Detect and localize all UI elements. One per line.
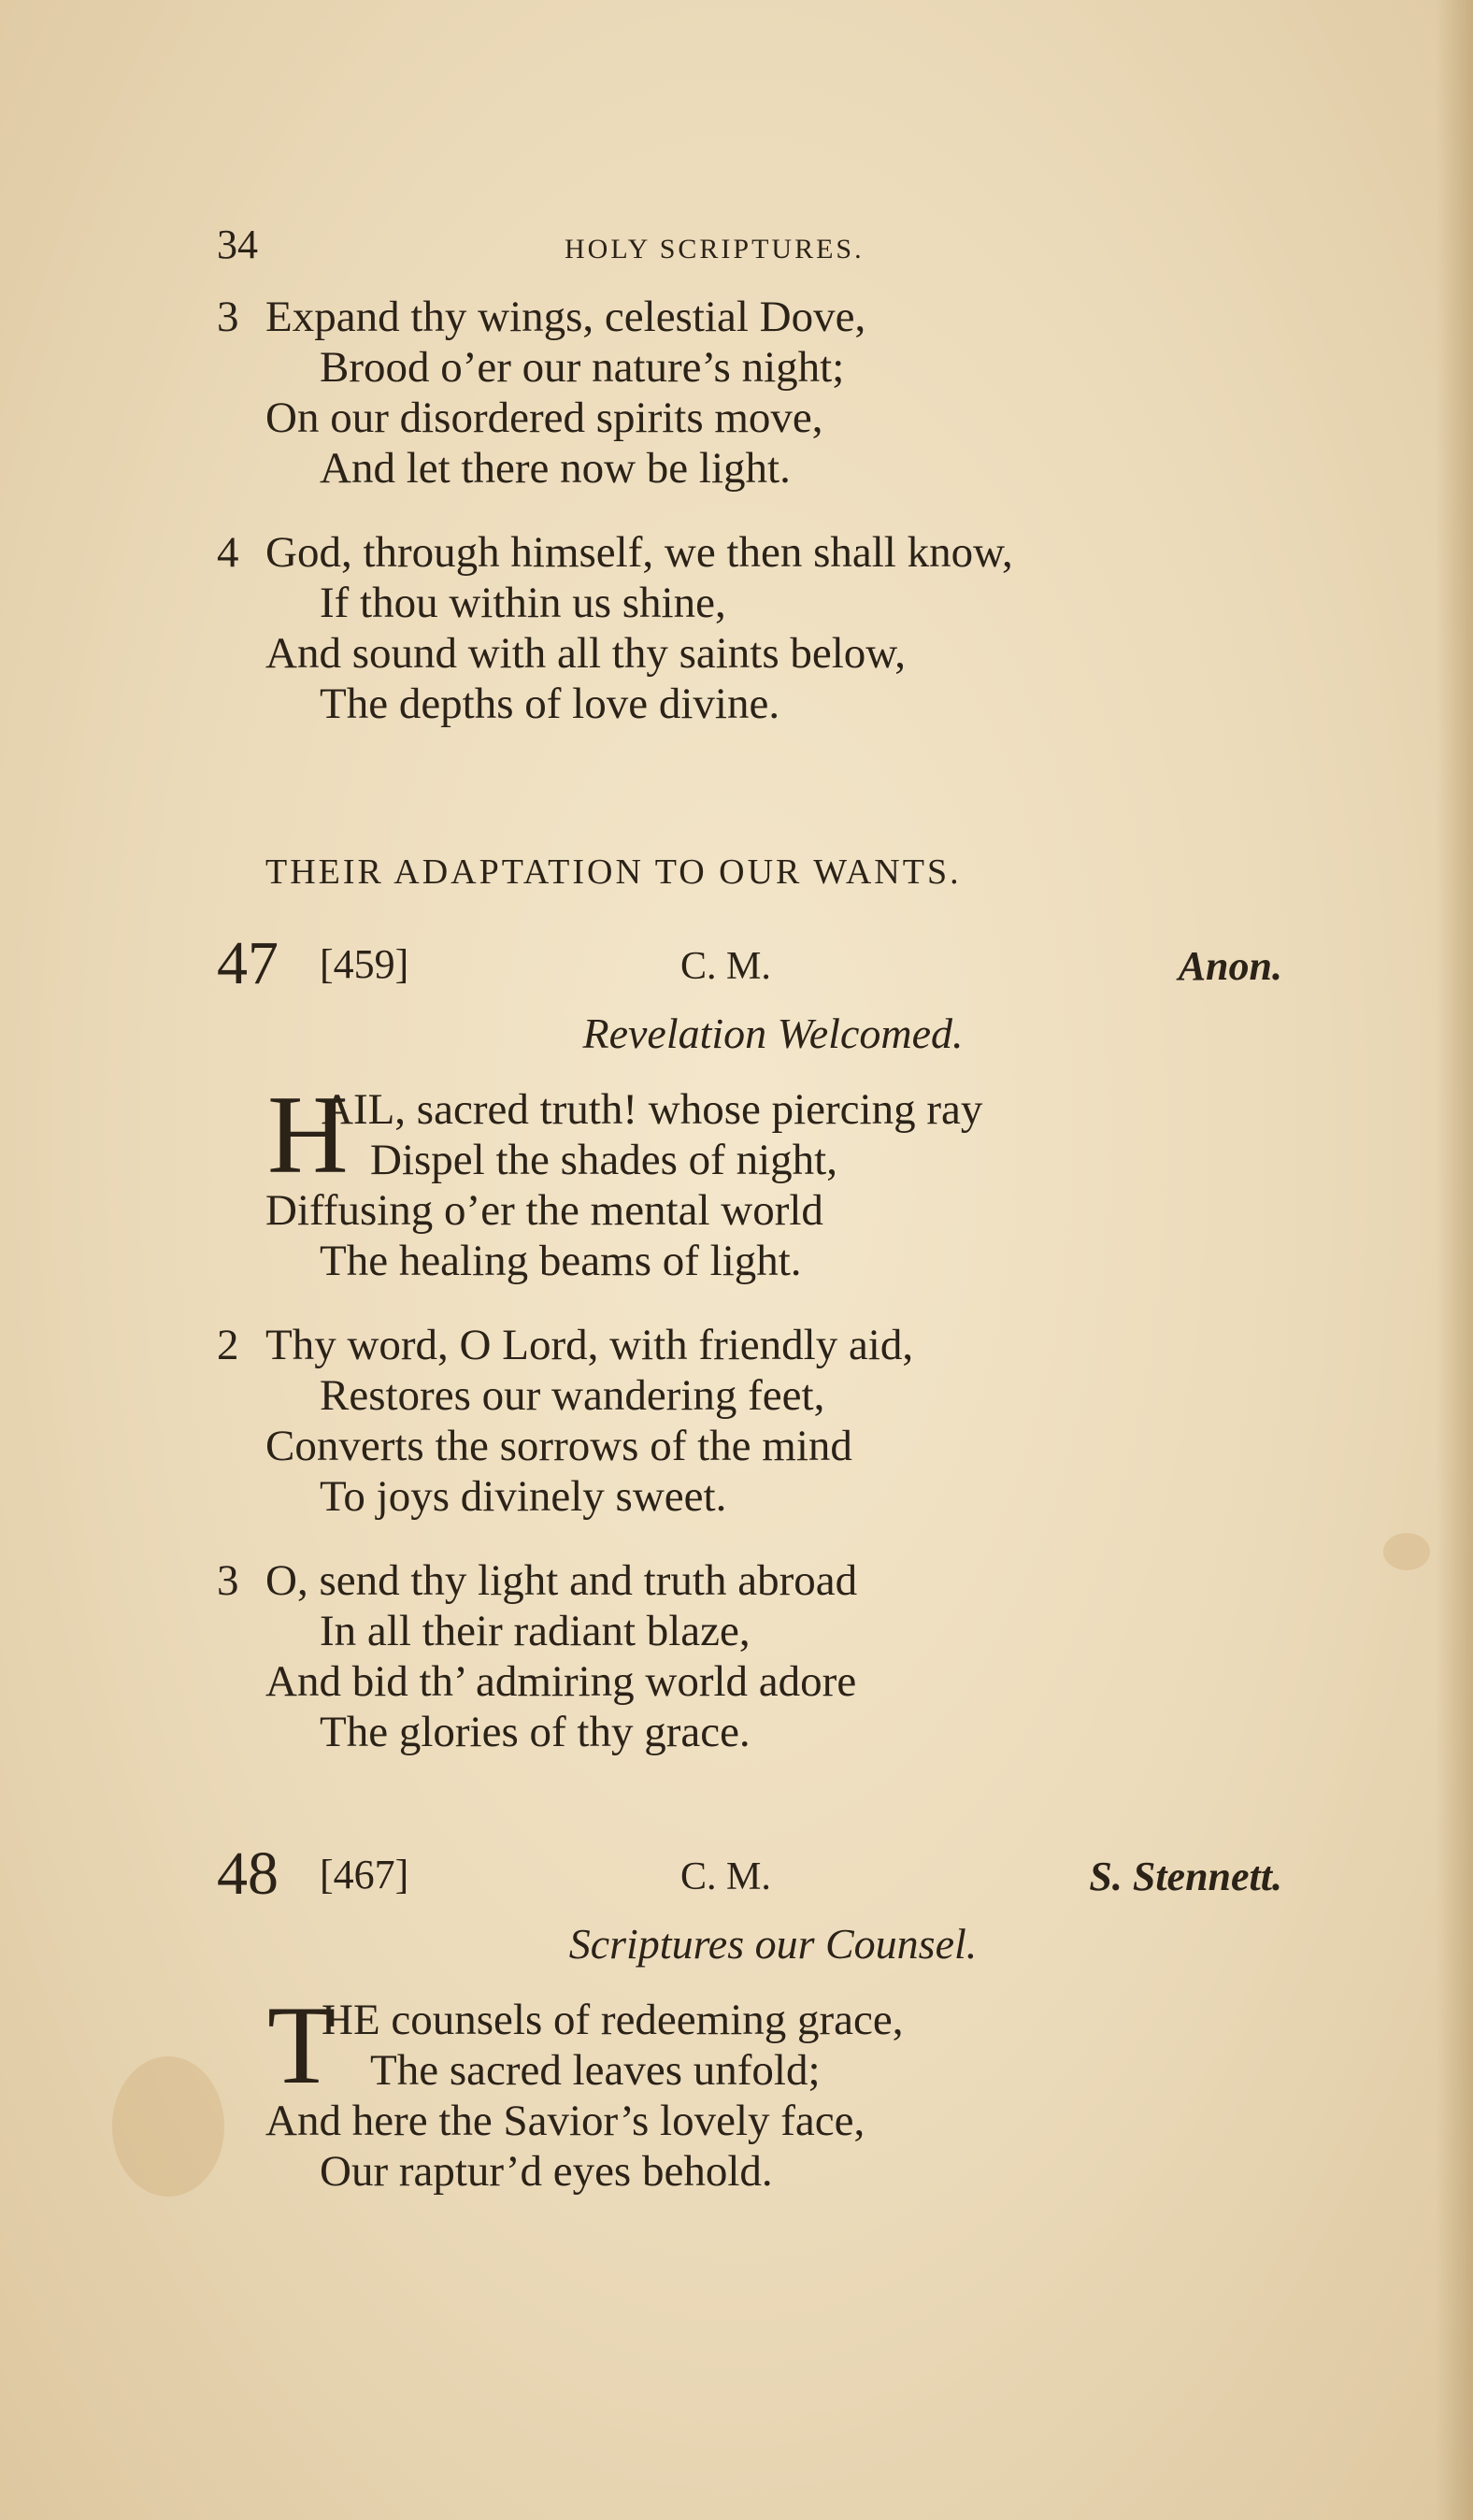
hymn-header bbox=[217, 931, 1292, 1006]
running-head bbox=[217, 221, 1292, 277]
running-title: HOLY SCRIPTURES. bbox=[565, 234, 865, 265]
verse-line: Dispel the shades of night, bbox=[370, 1136, 837, 1184]
stanza-number: 3 bbox=[217, 1556, 239, 1605]
stanza bbox=[217, 292, 1292, 494]
verse-text: Expand thy wings, celestial Dove, bbox=[265, 293, 866, 341]
verse-line: Converts the sorrows of the mind bbox=[265, 1422, 852, 1470]
page-number: 34 bbox=[217, 222, 258, 267]
verse-line bbox=[217, 527, 1292, 578]
verse-line bbox=[217, 1320, 1292, 1370]
verse-line: On our disordered spirits move, bbox=[265, 394, 823, 442]
verse-text: HE counsels of redeeming grace, bbox=[322, 1996, 904, 2044]
verse-line: In all their radiant blaze, bbox=[320, 1607, 751, 1655]
verse-text: Thy word, O Lord, with friendly aid, bbox=[265, 1321, 914, 1369]
verse-line bbox=[217, 1555, 1292, 1606]
hymn-title: Scriptures our Counsel. bbox=[568, 1920, 978, 1968]
verse-line: Restores our wandering feet, bbox=[320, 1371, 825, 1420]
verse-line bbox=[217, 292, 1292, 342]
verse-line: To joys divinely sweet. bbox=[320, 1472, 727, 1521]
verse-line: The depths of love divine. bbox=[320, 680, 780, 728]
stanza bbox=[217, 527, 1292, 729]
section-heading: THEIR ADAPTATION TO OUR WANTS. bbox=[265, 852, 962, 892]
verse-line: Brood o’er our nature’s night; bbox=[320, 343, 845, 392]
drop-cap: T bbox=[267, 1983, 336, 2107]
hymn-alt-number: [467] bbox=[320, 1852, 409, 1897]
verse-line: And let there now be light. bbox=[320, 444, 791, 493]
hymn-number: 48 bbox=[217, 1840, 279, 1908]
drop-cap: H bbox=[267, 1072, 349, 1196]
stanza-number: 4 bbox=[217, 528, 239, 577]
verse-text: God, through himself, we then shall know, bbox=[265, 528, 1013, 577]
verse-line: The healing beams of light. bbox=[320, 1237, 802, 1285]
stanza-number: 2 bbox=[217, 1321, 239, 1369]
hymn-header bbox=[217, 1841, 1292, 1916]
verse-line: The sacred leaves unfold; bbox=[370, 2046, 821, 2095]
stanza bbox=[217, 1983, 1292, 2197]
page-edge-shadow bbox=[1436, 0, 1473, 2520]
page-content bbox=[217, 292, 1292, 2230]
hymn-meter: C. M. bbox=[680, 945, 771, 988]
paper-stain bbox=[1383, 1533, 1430, 1570]
stanza-number: 3 bbox=[217, 293, 239, 341]
hymn-title: Revelation Welcomed. bbox=[582, 1009, 964, 1057]
verse-text: O, send thy light and truth abroad bbox=[265, 1556, 858, 1605]
hymn-author: Anon. bbox=[1178, 943, 1282, 989]
verse-line: And here the Savior’s lovely face, bbox=[265, 2097, 865, 2145]
verse-line: Our raptur’d eyes behold. bbox=[320, 2147, 773, 2196]
hymn-alt-number: [459] bbox=[320, 941, 409, 987]
paper-stain bbox=[112, 2056, 224, 2197]
verse-text: AIL, sacred truth! whose piercing ray bbox=[322, 1085, 983, 1134]
hymn-meter: C. M. bbox=[680, 1855, 771, 1898]
verse-line: And bid th’ admiring world adore bbox=[265, 1657, 857, 1706]
verse-line: And sound with all thy saints below, bbox=[265, 629, 906, 678]
verse-line: The glories of thy grace. bbox=[320, 1708, 751, 1756]
verse-line: Diffusing o’er the mental world bbox=[265, 1186, 823, 1235]
stanza bbox=[217, 1320, 1292, 1522]
hymn-author: S. Stennett. bbox=[1089, 1854, 1282, 1899]
stanza bbox=[217, 1072, 1292, 1286]
stanza bbox=[217, 1555, 1292, 1757]
hymn-number: 47 bbox=[217, 929, 279, 997]
verse-line: If thou within us shine, bbox=[320, 579, 726, 627]
